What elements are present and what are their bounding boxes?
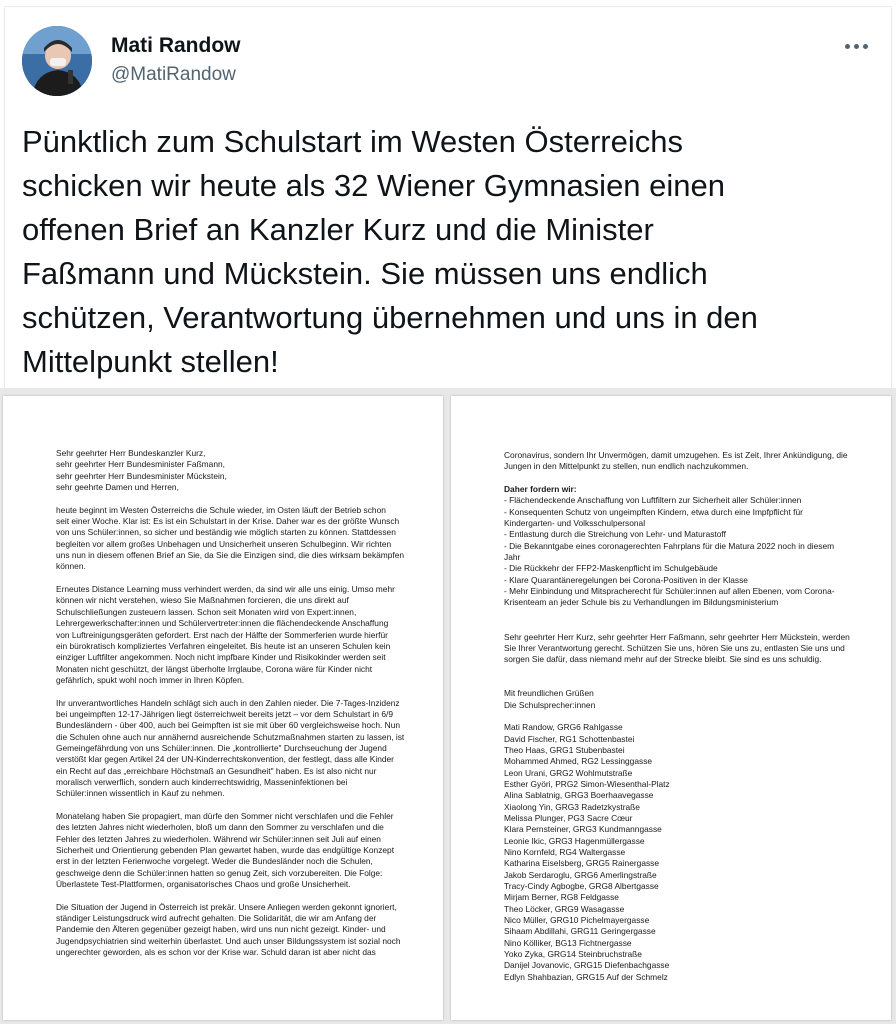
- letter-line: Bundesländern - über 400, auch bei Geimpften ist sie mit über 60 vergleichsweise hoch. Nun: [56, 720, 401, 731]
- paragraph-gap: [504, 711, 860, 722]
- letter-line: Überlastete Test-Plattformen, organisatorisches Chaos und große Unsicherheit.: [56, 879, 351, 890]
- author-name[interactable]: Mati Randow: [111, 34, 241, 57]
- letter-line: Ihr unverantwortliches Handeln schlägt sich auch in den Zahlen nieder. Die 7-Tages-Inzidenz: [56, 697, 400, 708]
- letter-line: Gemeingefährdung von uns Schüler:innen. Die „kontrollierte" Durchseuchung der Jugend: [56, 742, 387, 753]
- letter-line: Die Situation der Jugend in Österreich ist prekär. Unsere Anliegen werden gekonnt ignoriert,: [56, 901, 397, 912]
- letter-line: seit einer Woche. Klar ist: Es ist ein Schulstart in der Krise. Daher war es der größte Wunsch: [56, 516, 400, 527]
- letter-page-1[interactable]: [3, 396, 443, 1020]
- letter-line: Leon Urani, GRG2 Wohlmutstraße: [504, 767, 633, 778]
- letter-line: erst in der letzten Ferienwoche vorgelegt. Weder die Bundesländer noch die Schulen,: [56, 856, 373, 867]
- letter-line: moralisch verwerflich, sondern auch kinderrechtswidrig, Masseninfektionen bei: [56, 776, 348, 787]
- letter-line: Jungen in den Mittelpunkt zu stellen, nun endlich nachzukommen.: [504, 461, 749, 472]
- letter-line: begleiten vor allem großes Unbehagen und Unsicherheit unseren Schulbeginn. Wir richten: [56, 538, 392, 549]
- paragraph-gap: [504, 609, 860, 620]
- letter-line: - Klare Quarantäneregelungen bei Corona-Positiven in der Klasse: [504, 574, 748, 585]
- letter-line: Schüler:innen wissentlich in Kauf zu nehmen.: [56, 788, 225, 799]
- dot: [854, 44, 859, 49]
- letter-line: Yoko Zyka, GRG14 Steinbruchstraße: [504, 949, 642, 960]
- letter-page-2-text: [504, 450, 860, 983]
- letter-line: Nino Kornfeld, RG4 Waltergasse: [504, 847, 626, 858]
- letter-line: Esther Györi, PRG2 Simon-Wiesenthal-Platz: [504, 778, 670, 789]
- letter-line: - Die Rückkehr der FFP2-Maskenpflicht im Schulgebäude: [504, 563, 718, 574]
- avatar-image: [22, 26, 92, 96]
- tweet-line: Pünktlich zum Schulstart im Westen Österreichs: [22, 124, 683, 159]
- letter-line: Nino Kölliker, BG13 Fichtnergasse: [504, 937, 632, 948]
- letter-line: Monatelang haben Sie propagiert, man dürfe den Sommer nicht verschlafen und die Fehler: [56, 811, 394, 821]
- letter-line: Danijel Jovanovic, GRG15 Diefenbachgasse: [504, 960, 670, 971]
- letter-line: sehr geehrter Herr Bundesminister Faßmann,: [56, 459, 225, 470]
- letter-line: Mati Randow, GRG6 Rahlgasse: [504, 722, 623, 733]
- letter-line: Leonie Ikic, GRG3 Hagenmüllergasse: [504, 835, 645, 846]
- paragraph-gap: [56, 686, 412, 697]
- letter-line: Monaten nicht geschützt, der längst überholte Irrglaube, Corona wäre für Kinder nicht: [56, 663, 373, 674]
- letter-line: sehr geehrter Herr Bundesminister Mückstein,: [56, 470, 227, 481]
- letter-line: uns nun in diesem offenen Brief an Sie, da Sie die Einzigen sind, die dies wirksam bekämpfen: [56, 550, 405, 561]
- letter-line: Schulschließungen zusteuern lassen. Schon seit Monaten wird von Expert:innen,: [56, 606, 357, 617]
- letter-line: Sehr geehrter Herr Kurz, sehr geehrter Herr Faßmann, sehr geehrter Herr Mückstein, werden: [504, 631, 850, 642]
- letter-line: des letzten Jahres nicht wiederholen, bloß um dann den Sommer zu verschlafen und die: [56, 822, 384, 833]
- avatar[interactable]: [22, 26, 92, 96]
- letter-line: Tracy-Cindy Agbogbe, GRG8 Albertgasse: [504, 881, 659, 892]
- letter-line: Fehler des letzten Jahres zu wiederholen. Während wir Schüler:innen seit Juli auf einen: [56, 833, 381, 844]
- letter-line: Sicherheit und Orientierung gebenden Plan gewartet haben, wurde das endgültige Konzept: [56, 845, 395, 856]
- paragraph-gap: [56, 493, 412, 504]
- letter-line: Daher fordern wir:: [504, 484, 577, 495]
- letter-line: David Fischer, RG1 Schottenbastei: [504, 733, 635, 744]
- paragraph-gap: [56, 890, 412, 901]
- tweet-media[interactable]: [0, 388, 896, 1024]
- letter-line: Sie Ihrer Verantwortung gerecht. Schützen Sie uns, hören Sie uns zu, entlasten Sie uns und: [504, 642, 845, 653]
- letter-line: Nico Müller, GRG10 Pichelmayergasse: [504, 915, 650, 926]
- letter-line: Mohammed Ahmed, RG2 Lessinggasse: [504, 756, 653, 767]
- letter-line: - Die Bekanntgabe eines coronagerechten Fahrplans für die Matura 2022 noch in diesem: [504, 540, 835, 551]
- letter-line: Erneutes Distance Learning muss verhindert werden, da sind wir alle uns einig. Umso mehr: [56, 584, 395, 595]
- letter-line: Kindergarten- und Volksschulpersonal: [504, 518, 646, 529]
- letter-line: Lehrergewerkschafter:innen und Schülervertreter:innen die flächendeckende Anschaffung: [56, 618, 389, 629]
- letter-line: bei ungeimpften 12-17-Jährigen liegt österreichweit bereits jetzt – vor dem Schulstart in 6/9: [56, 708, 394, 719]
- letter-line: - Entlastung durch die Streichung von Lehr- und Maturastoff: [504, 529, 726, 540]
- letter-line: sehr geehrte Damen und Herren,: [56, 482, 179, 493]
- letter-line: Klara Pernsteiner, GRG3 Kundmanngasse: [504, 824, 662, 835]
- letter-line: von uns Schüler:innen, so sicher und beständig wie möglich starten zu können. Stattdessen: [56, 527, 396, 538]
- letter-line: einziger Luftfilter angekommen. Noch nicht impfbare Kinder und Risikokinder werden seit: [56, 652, 386, 663]
- letter-line: geschweige denn die Schüler:innen hatten so genug Zeit, sich vorzubereiten. Die Folge:: [56, 867, 383, 878]
- letter-line: Jahr: [504, 552, 521, 563]
- tweet-line: schicken wir heute als 32 Wiener Gymnasien einen: [22, 168, 726, 203]
- letter-line: Alina Sablatnig, GRG3 Boerhaavegasse: [504, 790, 654, 801]
- letter-line: können.: [56, 561, 86, 572]
- letter-line: Jugendpsychiatrien sind weiterhin überlastet. Und auch unser Bildungssystem ist sozial noch: [56, 935, 401, 946]
- letter-line: Theo Löcker, GRG9 Wasagasse: [504, 903, 625, 914]
- author-handle[interactable]: @MatiRandow: [111, 64, 236, 85]
- letter-line: heute beginnt im Westen Österreichs die Schule wieder, im Osten läuft der Betrieb schon: [56, 504, 386, 515]
- letter-line: Theo Haas, GRG1 Stubenbastei: [504, 744, 625, 755]
- paragraph-gap: [56, 800, 412, 811]
- letter-line: Pandemie den Älteren gegenüber gezeigt haben, wird uns nun nicht gezeigt. Kinder- und: [56, 924, 386, 935]
- tweet-line: offenen Brief an Kanzler Kurz und die Minister: [22, 212, 654, 247]
- letter-page-1-text: [56, 448, 412, 958]
- tweet-line: Mittelpunkt stellen!: [22, 344, 279, 379]
- paragraph-gap: [504, 620, 860, 631]
- letter-line: Jakob Serdaroglu, GRG6 Amerlingstraße: [504, 869, 657, 880]
- letter-line: ständiger Leistungsdruck wird aufrecht gehalten. Die Solidarität, die wir am Anfang der: [56, 913, 377, 924]
- letter-line: verstößt klar gegen Artikel 24 der UN-Kinderrechtskonvention, der festlegt, dass alle Kinder: [56, 754, 394, 765]
- letter-line: - Konsequenten Schutz von ungeimpften Kindern, etwa durch eine Impfpflicht für: [504, 506, 803, 517]
- letter-line: Krisenteam an jeder Schule bis zu Verhandlungen im Bildungsministerium: [504, 597, 779, 608]
- more-options-icon[interactable]: [836, 32, 876, 60]
- letter-line: Xiaolong Yin, GRG3 Radetzkystraße: [504, 801, 640, 812]
- letter-line: sorgen Sie dafür, dass niemand mehr auf der Strecke bleibt. Sie sind es uns schuldig.: [504, 654, 822, 665]
- tweet-line: Faßmann und Mückstein. Sie müssen uns endlich: [22, 256, 708, 291]
- paragraph-gap: [56, 573, 412, 584]
- dot: [845, 44, 850, 49]
- paragraph-gap: [504, 666, 860, 677]
- letter-line: Die Schulsprecher:innen: [504, 699, 596, 710]
- dot: [863, 44, 868, 49]
- letter-line: können wir nicht verstehen, wieso Sie Maßnahmen forcieren, die uns direkt auf: [56, 595, 349, 606]
- letter-line: Coronavirus, sondern Ihr Unvermögen, damit umzugehen. Es ist Zeit, Ihrer Ankündigung, die: [504, 450, 848, 460]
- letter-line: Sihaam Abdillahi, GRG11 Geringergasse: [504, 926, 656, 937]
- tweet-line: schützen, Verantwortung übernehmen und uns in den: [22, 300, 758, 335]
- letter-line: ein Recht auf das „erreichbare Höchstmaß an Gesundheit" haben. Es ist also nicht nur: [56, 765, 377, 776]
- letter-line: ungerechter geworden, als es schon vor der Krise war. Schuld daran ist aber nicht das: [56, 947, 376, 958]
- letter-line: die Schulen ohne auch nur annähernd ausreichende Schutzmaßnahmen starten zu lassen, ist: [56, 731, 405, 742]
- letter-line: - Flächendeckende Anschaffung von Luftfiltern zur Sicherheit aller Schüler:innen: [504, 495, 802, 506]
- tweet-text: [22, 120, 882, 384]
- letter-line: Sehr geehrter Herr Bundeskanzler Kurz,: [56, 448, 206, 458]
- letter-line: - Mehr Einbindung und Mitspracherecht für Schüler:innen auf allen Ebenen, vom Corona-: [504, 586, 835, 597]
- letter-page-2[interactable]: [451, 396, 891, 1020]
- letter-line: von Luftreinigungsgeräten gefordert. Erst nach der Hälfte der Sommerferien wurde hierfür: [56, 629, 388, 640]
- letter-line: Edlyn Shahbazian, GRG15 Auf der Schmelz: [504, 971, 668, 982]
- paragraph-gap: [504, 677, 860, 688]
- letter-line: gefährlich, spukt wohl noch immer in Ihren Köpfen.: [56, 674, 245, 685]
- paragraph-gap: [504, 473, 860, 484]
- letter-line: Katharina Eiselsberg, GRG5 Rainergasse: [504, 858, 660, 869]
- letter-line: Mirjam Berner, RG8 Feldgasse: [504, 892, 619, 903]
- letter-line: ein bürokratisch kompliziertes Verfahren eingeleitet. Bis heute ist an unseren Schulen kein: [56, 640, 391, 651]
- letter-line: Melissa Plunger, PG3 Sacre Cœur: [504, 813, 633, 823]
- letter-line: Mit freundlichen Grüßen: [504, 688, 594, 699]
